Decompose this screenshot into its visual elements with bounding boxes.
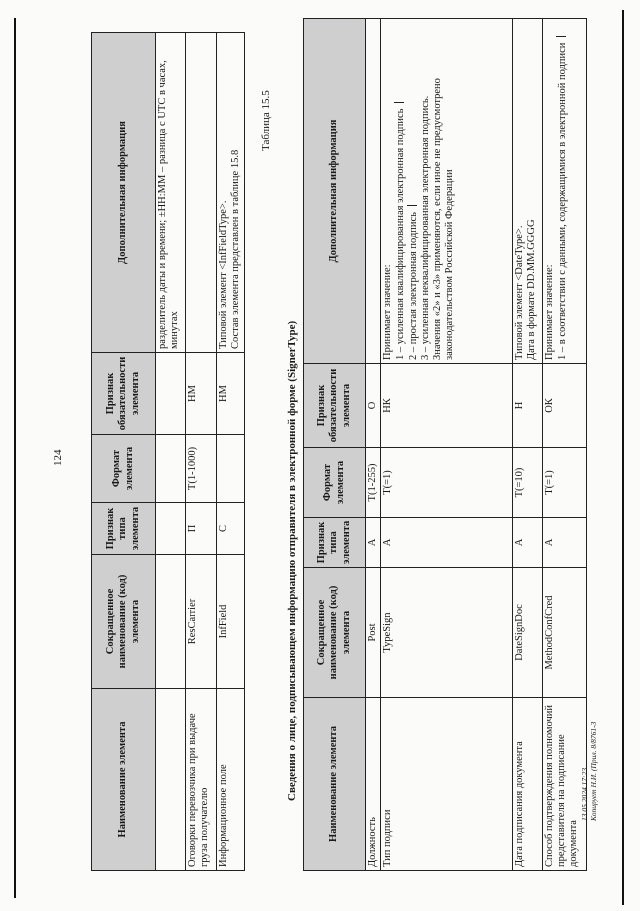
- table-title: Таблица 15.5: [260, 90, 272, 151]
- cell-format: T(1-1000): [186, 435, 217, 503]
- cell-type: С: [217, 503, 245, 555]
- cell-info: разделитель даты и времени; ±HH:MM – разница с UTC в часах, минутах: [156, 33, 186, 353]
- info-line: Принимает значение:: [382, 264, 394, 360]
- cell-name: [156, 689, 186, 871]
- header-name: Наименование элемента: [304, 698, 366, 871]
- table-row: [381, 19, 513, 871]
- cell-code: MethodConfCred: [543, 568, 587, 698]
- footer-stamp: [580, 722, 599, 821]
- cell-name: Дата подписания документа: [513, 698, 543, 871]
- table-row: [217, 33, 245, 871]
- cell-info: [217, 33, 245, 353]
- table-row: [156, 33, 186, 871]
- cell-format: [217, 435, 245, 503]
- cell-code: [156, 555, 186, 689]
- cell-type: А: [366, 518, 381, 568]
- cell-type: А: [513, 518, 543, 568]
- cell-required: [156, 353, 186, 435]
- cell-required: НМ: [217, 353, 245, 435]
- cell-code: TypeSign: [381, 568, 513, 698]
- cell-info: [381, 19, 513, 364]
- cell-code: Post: [366, 568, 381, 698]
- info-line: Дата в формате DD.MM.GGGG: [526, 219, 538, 360]
- section-heading: Сведения о лице, подписывающем информацию отправителя в электронной форме (SignerType): [286, 320, 298, 801]
- table-header-row: [304, 19, 366, 871]
- cell-name: Способ подтверждения полномочий представителя на подписание документа: [543, 698, 587, 871]
- table-row: [366, 19, 381, 871]
- header-info: Дополнительная информация: [92, 33, 156, 353]
- cell-required: Н: [513, 364, 543, 448]
- cell-format: T(=1): [543, 448, 587, 518]
- cell-format: T(1-255): [366, 448, 381, 518]
- cell-required: НК: [381, 364, 513, 448]
- cell-required: ОК: [543, 364, 587, 448]
- cell-type: [156, 503, 186, 555]
- table-continuation: [91, 32, 245, 871]
- cell-required: НМ: [186, 353, 217, 435]
- table-row: [513, 19, 543, 871]
- text-cursor-mark: [556, 36, 566, 37]
- cell-info: [366, 19, 381, 364]
- info-line: 2 – простая электронная подпись: [407, 22, 420, 360]
- cell-info: [186, 33, 217, 353]
- header-format: Формат элемента: [92, 435, 156, 503]
- cell-type: А: [381, 518, 513, 568]
- page-number: 124: [52, 449, 64, 466]
- stamp-date: 13.05.2024 17:23: [580, 767, 589, 821]
- cell-info: [543, 19, 587, 364]
- header-type: Признак типа элемента: [92, 503, 156, 555]
- cell-code: InfField: [217, 555, 245, 689]
- cell-name: Тип подписи: [381, 698, 513, 871]
- table-header-row: [92, 33, 156, 871]
- info-line: Состав элемента представлен в таблице 15.8: [230, 149, 242, 349]
- header-code: Сокращенное наименование (код) элемента: [92, 555, 156, 689]
- header-name: Наименование элемента: [92, 689, 156, 871]
- header-required: Признак обязательности элемента: [304, 364, 366, 448]
- info-line: 3 – усиленная неквалифицированная электронная подпись.: [420, 95, 432, 360]
- header-format: Формат элемента: [304, 448, 366, 518]
- cell-code: ResCarrier: [186, 555, 217, 689]
- info-line: Значения «2» и «3» применяются, если иное не предусмотрено законодательством Российской Федерации: [432, 78, 456, 360]
- cell-required: О: [366, 364, 381, 448]
- cell-name: Оговорки перевозчика при выдаче груза получателю: [186, 689, 217, 871]
- table-signer-type: [303, 18, 587, 871]
- stamp-text: Копирует Н.И. (Прил. 8/8761-3: [589, 721, 599, 821]
- cell-format: T(=1): [381, 448, 513, 518]
- header-code: Сокращенное наименование (код) элемента: [304, 568, 366, 698]
- header-type: Признак типа элемента: [304, 518, 366, 568]
- cell-format: T(=10): [513, 448, 543, 518]
- header-info: Дополнительная информация: [304, 19, 366, 364]
- info-line: Типовой элемент <InfFieldType>.: [218, 200, 229, 349]
- cell-name: Информационное поле: [217, 689, 245, 871]
- cell-info: [513, 19, 543, 364]
- text-cursor-mark: [407, 205, 417, 206]
- info-line: Типовой элемент <DateType>.: [514, 225, 526, 360]
- text-cursor-mark: [394, 102, 404, 103]
- cell-format: [156, 435, 186, 503]
- info-line: 1 – усиленная квалифицированная электронная подпись: [394, 22, 407, 360]
- info-line: Принимает значение:: [544, 264, 556, 360]
- info-line: 1 – в соответствии с данными, содержащимися в электронной подписи: [556, 22, 569, 360]
- cell-type: П: [186, 503, 217, 555]
- table-row: [186, 33, 217, 871]
- header-required: Признак обязательности элемента: [92, 353, 156, 435]
- cell-type: А: [543, 518, 587, 568]
- cell-code: DateSignDoc: [513, 568, 543, 698]
- cell-name: Должность: [366, 698, 381, 871]
